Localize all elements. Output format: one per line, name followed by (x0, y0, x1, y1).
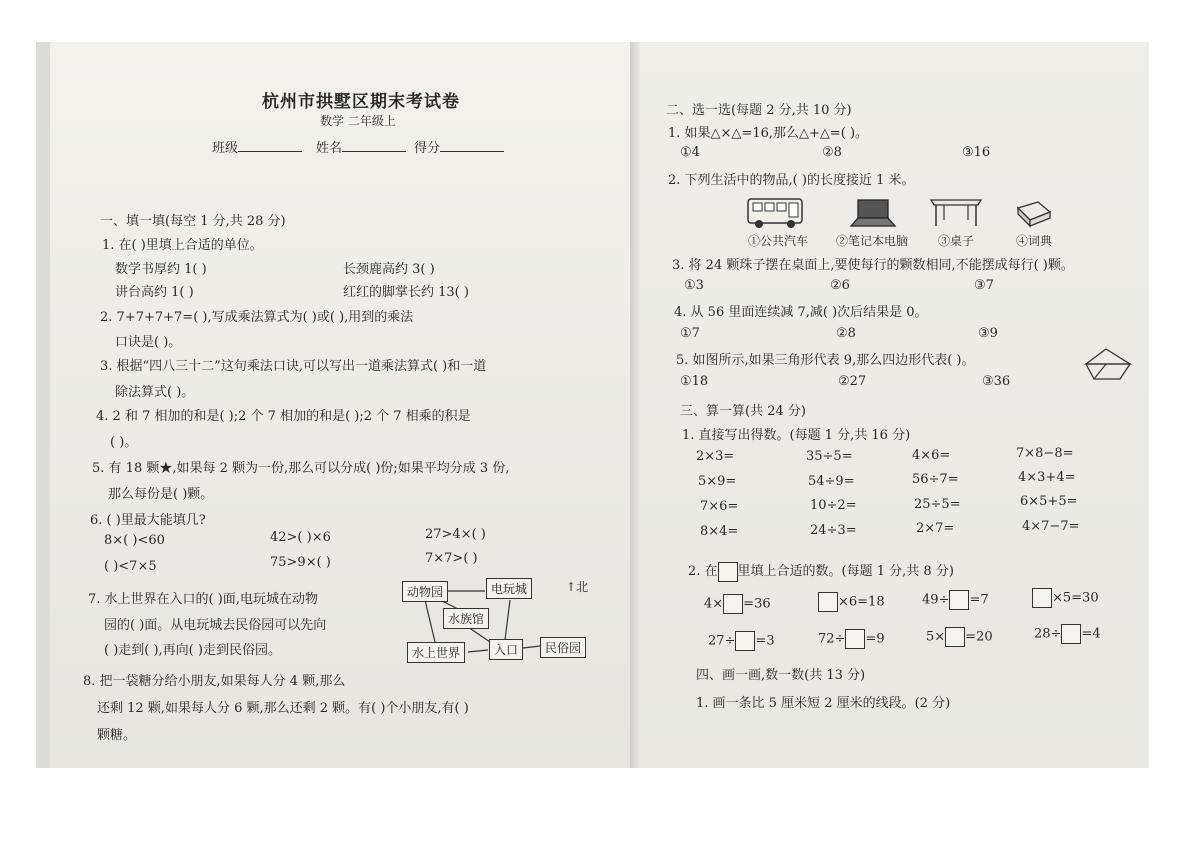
question-5-line1: 5. 有 18 颗★,如果每 2 颗为一份,那么可以分成( )份;如果平均分成 3 份, (92, 461, 510, 476)
score-blank[interactable] (440, 139, 504, 152)
box-eq-7: 5× =20 (926, 627, 993, 647)
calc-r2-c1: 5×9= (698, 474, 737, 489)
map-entrance: 入口 (489, 639, 523, 660)
choice-3-option-3[interactable]: ③7 (974, 278, 994, 293)
map-water-world: 水上世界 (407, 642, 465, 663)
choice-question-2: 2. 下列生活中的物品,( )的长度接近 1 米。 (668, 173, 915, 188)
calc-r4-c3: 2×7= (916, 521, 955, 536)
answer-box[interactable] (949, 590, 969, 610)
question-6a: 8×( )<60 (104, 533, 165, 548)
name-label: 姓名 (316, 141, 343, 156)
question-7-line3: ( )走到( ),再向( )走到民俗园。 (104, 643, 281, 658)
class-blank[interactable] (238, 139, 302, 152)
question-6: 6. ( )里最大能填几? (90, 513, 206, 528)
calc-r4-c4: 4×7−7= (1022, 519, 1080, 534)
choice-2-option-2[interactable]: ②笔记本电脑 (836, 234, 909, 248)
choice-4-option-3[interactable]: ③9 (978, 326, 998, 341)
map-folk-park: 民俗园 (540, 637, 586, 658)
choice-5-option-2[interactable]: ②27 (838, 374, 867, 389)
calc-r2-c2: 54÷9= (808, 474, 855, 489)
calc-r1-c2: 35÷5= (806, 449, 853, 464)
class-field[interactable] (212, 137, 302, 156)
name-field[interactable] (316, 137, 406, 156)
choice-2-option-4[interactable]: ④词典 (1016, 234, 1053, 248)
choice-3-option-1[interactable]: ①3 (684, 278, 704, 293)
answer-box[interactable] (818, 592, 838, 612)
triangle-quadrilateral-figure (1084, 346, 1134, 382)
calc-subheading-2-prefix: 2. 在 (688, 564, 718, 579)
question-3-line2: 除法算式( )。 (115, 385, 195, 400)
question-6d: 75>9×( ) (270, 555, 331, 570)
bus-icon (746, 196, 806, 230)
answer-box[interactable] (1061, 624, 1081, 644)
question-8-line1: 8. 把一袋糖分给小朋友,如果每人分 4 颗,那么 (83, 674, 346, 689)
calc-subheading-1: 1. 直接写出得数。(每题 1 分,共 16 分) (682, 428, 911, 443)
sample-answer-box (718, 562, 738, 582)
question-1d: 红红的脚掌长约 13( ) (343, 285, 469, 300)
section1-heading: 一、填一填(每空 1 分,共 28 分) (100, 214, 286, 229)
question-6c: 27>4×( ) (425, 527, 486, 542)
choice-question-1: 1. 如果△×△=16,那么△+△=( )。 (668, 126, 869, 141)
map-arcade: 电玩城 (486, 578, 532, 599)
question-5-line2: 那么每份是( )颗。 (108, 487, 214, 502)
question-4-line2: ( )。 (110, 435, 138, 450)
class-label: 班级 (212, 141, 239, 156)
choice-1-option-3[interactable]: ③16 (962, 145, 991, 160)
question-7-line1: 7. 水上世界在入口的( )面,电玩城在动物 (88, 592, 318, 607)
question-6b: 42>( )×6 (270, 530, 331, 545)
question-6f: 7×7>( ) (425, 551, 478, 566)
calc-r1-c4: 7×8−8= (1016, 446, 1074, 461)
calc-r3-c4: 6×5+5= (1020, 494, 1078, 509)
choice-3-option-2[interactable]: ②6 (830, 278, 850, 293)
box-eq-4: ×5=30 (1032, 588, 1099, 608)
laptop-icon (848, 196, 898, 230)
draw-question-1: 1. 画一条比 5 厘米短 2 厘米的线段。(2 分) (696, 696, 951, 711)
box-eq-1: 4× =36 (704, 594, 771, 614)
calc-r1-c3: 4×6= (912, 448, 951, 463)
calc-r4-c2: 24÷3= (810, 523, 857, 538)
answer-box[interactable] (735, 631, 755, 651)
choice-5-option-1[interactable]: ①18 (680, 374, 709, 389)
score-field[interactable] (414, 137, 504, 156)
choice-question-4: 4. 从 56 里面连续减 7,减( )次后结果是 0。 (674, 305, 928, 320)
box-eq-3: 49÷ =7 (922, 590, 989, 610)
box-eq-8: 28÷ =4 (1034, 624, 1101, 644)
choice-5-option-3[interactable]: ③36 (982, 374, 1011, 389)
calc-r1-c1: 2×3= (696, 449, 735, 464)
north-arrow-icon: ↑ (566, 580, 577, 594)
answer-box[interactable] (1032, 588, 1052, 608)
box-eq-2: ×6=18 (818, 592, 885, 612)
calc-r3-c1: 7×6= (700, 499, 739, 514)
question-1c: 讲台高约 1( ) (115, 285, 194, 300)
calc-subheading-2-suffix: 里填上合适的数。(每题 1 分,共 8 分) (737, 564, 954, 579)
choice-2-option-1[interactable]: ①公共汽车 (748, 234, 809, 248)
calc-r3-c2: 10÷2= (810, 498, 857, 513)
score-label: 得分 (414, 141, 441, 156)
question-7-line2: 园的( )面。从电玩城去民俗园可以先向 (104, 618, 327, 633)
question-8-line2: 还剩 12 颗,如果每人分 6 颗,那么还剩 2 颗。有( )个小朋友,有( ) (97, 701, 469, 716)
question-1: 1. 在( )里填上合适的单位。 (102, 238, 263, 253)
choice-4-option-2[interactable]: ②8 (836, 326, 856, 341)
question-4-line1: 4. 2 和 7 相加的和是( );2 个 7 相加的和是( );2 个 7 相乘的积是 (96, 409, 471, 424)
page-fold (630, 42, 640, 768)
section2-heading: 二、选一选(每题 2 分,共 10 分) (666, 103, 852, 118)
calc-r3-c3: 25÷5= (914, 497, 961, 512)
north-label: 北 (576, 580, 589, 594)
section3-heading: 三、算一算(共 24 分) (680, 404, 806, 419)
box-eq-5: 27÷ =3 (708, 631, 775, 651)
question-1b: 长颈鹿高约 3( ) (343, 262, 435, 277)
name-blank[interactable] (342, 139, 406, 152)
desk-icon (928, 194, 984, 228)
map-aquarium: 水族馆 (443, 608, 489, 629)
calc-r4-c1: 8×4= (700, 524, 739, 539)
choice-1-option-2[interactable]: ②8 (822, 145, 842, 160)
map-zoo: 动物园 (402, 581, 448, 602)
dictionary-icon (1014, 198, 1054, 232)
calc-subheading-2 (688, 560, 954, 582)
answer-box[interactable] (945, 627, 965, 647)
answer-box[interactable] (723, 594, 743, 614)
exam-subtitle: 数学 二年级上 (320, 114, 396, 128)
choice-2-option-3[interactable]: ③桌子 (938, 234, 975, 248)
section4-heading: 四、画一画,数一数(共 13 分) (696, 668, 866, 683)
answer-box[interactable] (845, 629, 865, 649)
choice-question-3: 3. 将 24 颗珠子摆在桌面上,要使每行的颗数相同,不能摆成每行( )颗。 (672, 258, 1074, 273)
question-6e: ( )<7×5 (104, 559, 157, 574)
question-2-line1: 2. 7+7+7+7=( ),写成乘法算式为( )或( ),用到的乘法 (100, 310, 414, 325)
choice-1-option-1[interactable]: ①4 (680, 145, 700, 160)
choice-question-5: 5. 如图所示,如果三角形代表 9,那么四边形代表( )。 (676, 353, 975, 368)
question-2-line2: 口诀是( )。 (115, 335, 182, 350)
box-eq-6: 72÷ =9 (818, 629, 885, 649)
question-8-line3: 颗糖。 (97, 728, 137, 743)
question-3-line1: 3. 根据“四八三十二”这句乘法口诀,可以写出一道乘法算式( )和一道 (100, 359, 487, 374)
exam-title: 杭州市拱墅区期末考试卷 (262, 92, 460, 112)
choice-4-option-1[interactable]: ①7 (680, 326, 700, 341)
north-arrow (566, 578, 588, 595)
calc-r2-c3: 56÷7= (912, 472, 959, 487)
question-1a: 数学书厚约 1( ) (115, 262, 207, 277)
calc-r2-c4: 4×3+4= (1018, 470, 1076, 485)
